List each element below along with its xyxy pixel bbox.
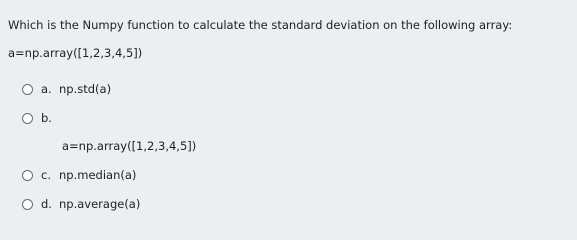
answer-option-b[interactable]	[22, 109, 59, 127]
option-text-c: np.median(a)	[59, 168, 137, 182]
question-line-2: a=np.array([1,2,3,4,5])	[8, 46, 143, 60]
question-line-1: Which is the Numpy function to calculate the standard deviation on the following array:	[8, 18, 513, 32]
answer-option-c[interactable]	[22, 166, 136, 184]
radio-button-c[interactable]	[22, 170, 33, 181]
option-b-code: a=np.array([1,2,3,4,5])	[62, 139, 197, 153]
question-text	[8, 17, 512, 61]
answer-option-d[interactable]	[22, 195, 140, 213]
radio-button-a[interactable]	[22, 84, 33, 95]
option-letter-d: d.	[41, 197, 52, 211]
answer-option-a[interactable]	[22, 80, 111, 98]
option-letter-b: b.	[41, 111, 52, 125]
option-text-a: np.std(a)	[59, 82, 112, 96]
radio-button-b[interactable]	[22, 113, 33, 124]
option-text-d: np.average(a)	[59, 197, 141, 211]
option-letter-c: c.	[41, 168, 51, 182]
option-letter-a: a.	[41, 82, 52, 96]
radio-button-d[interactable]	[22, 199, 33, 210]
